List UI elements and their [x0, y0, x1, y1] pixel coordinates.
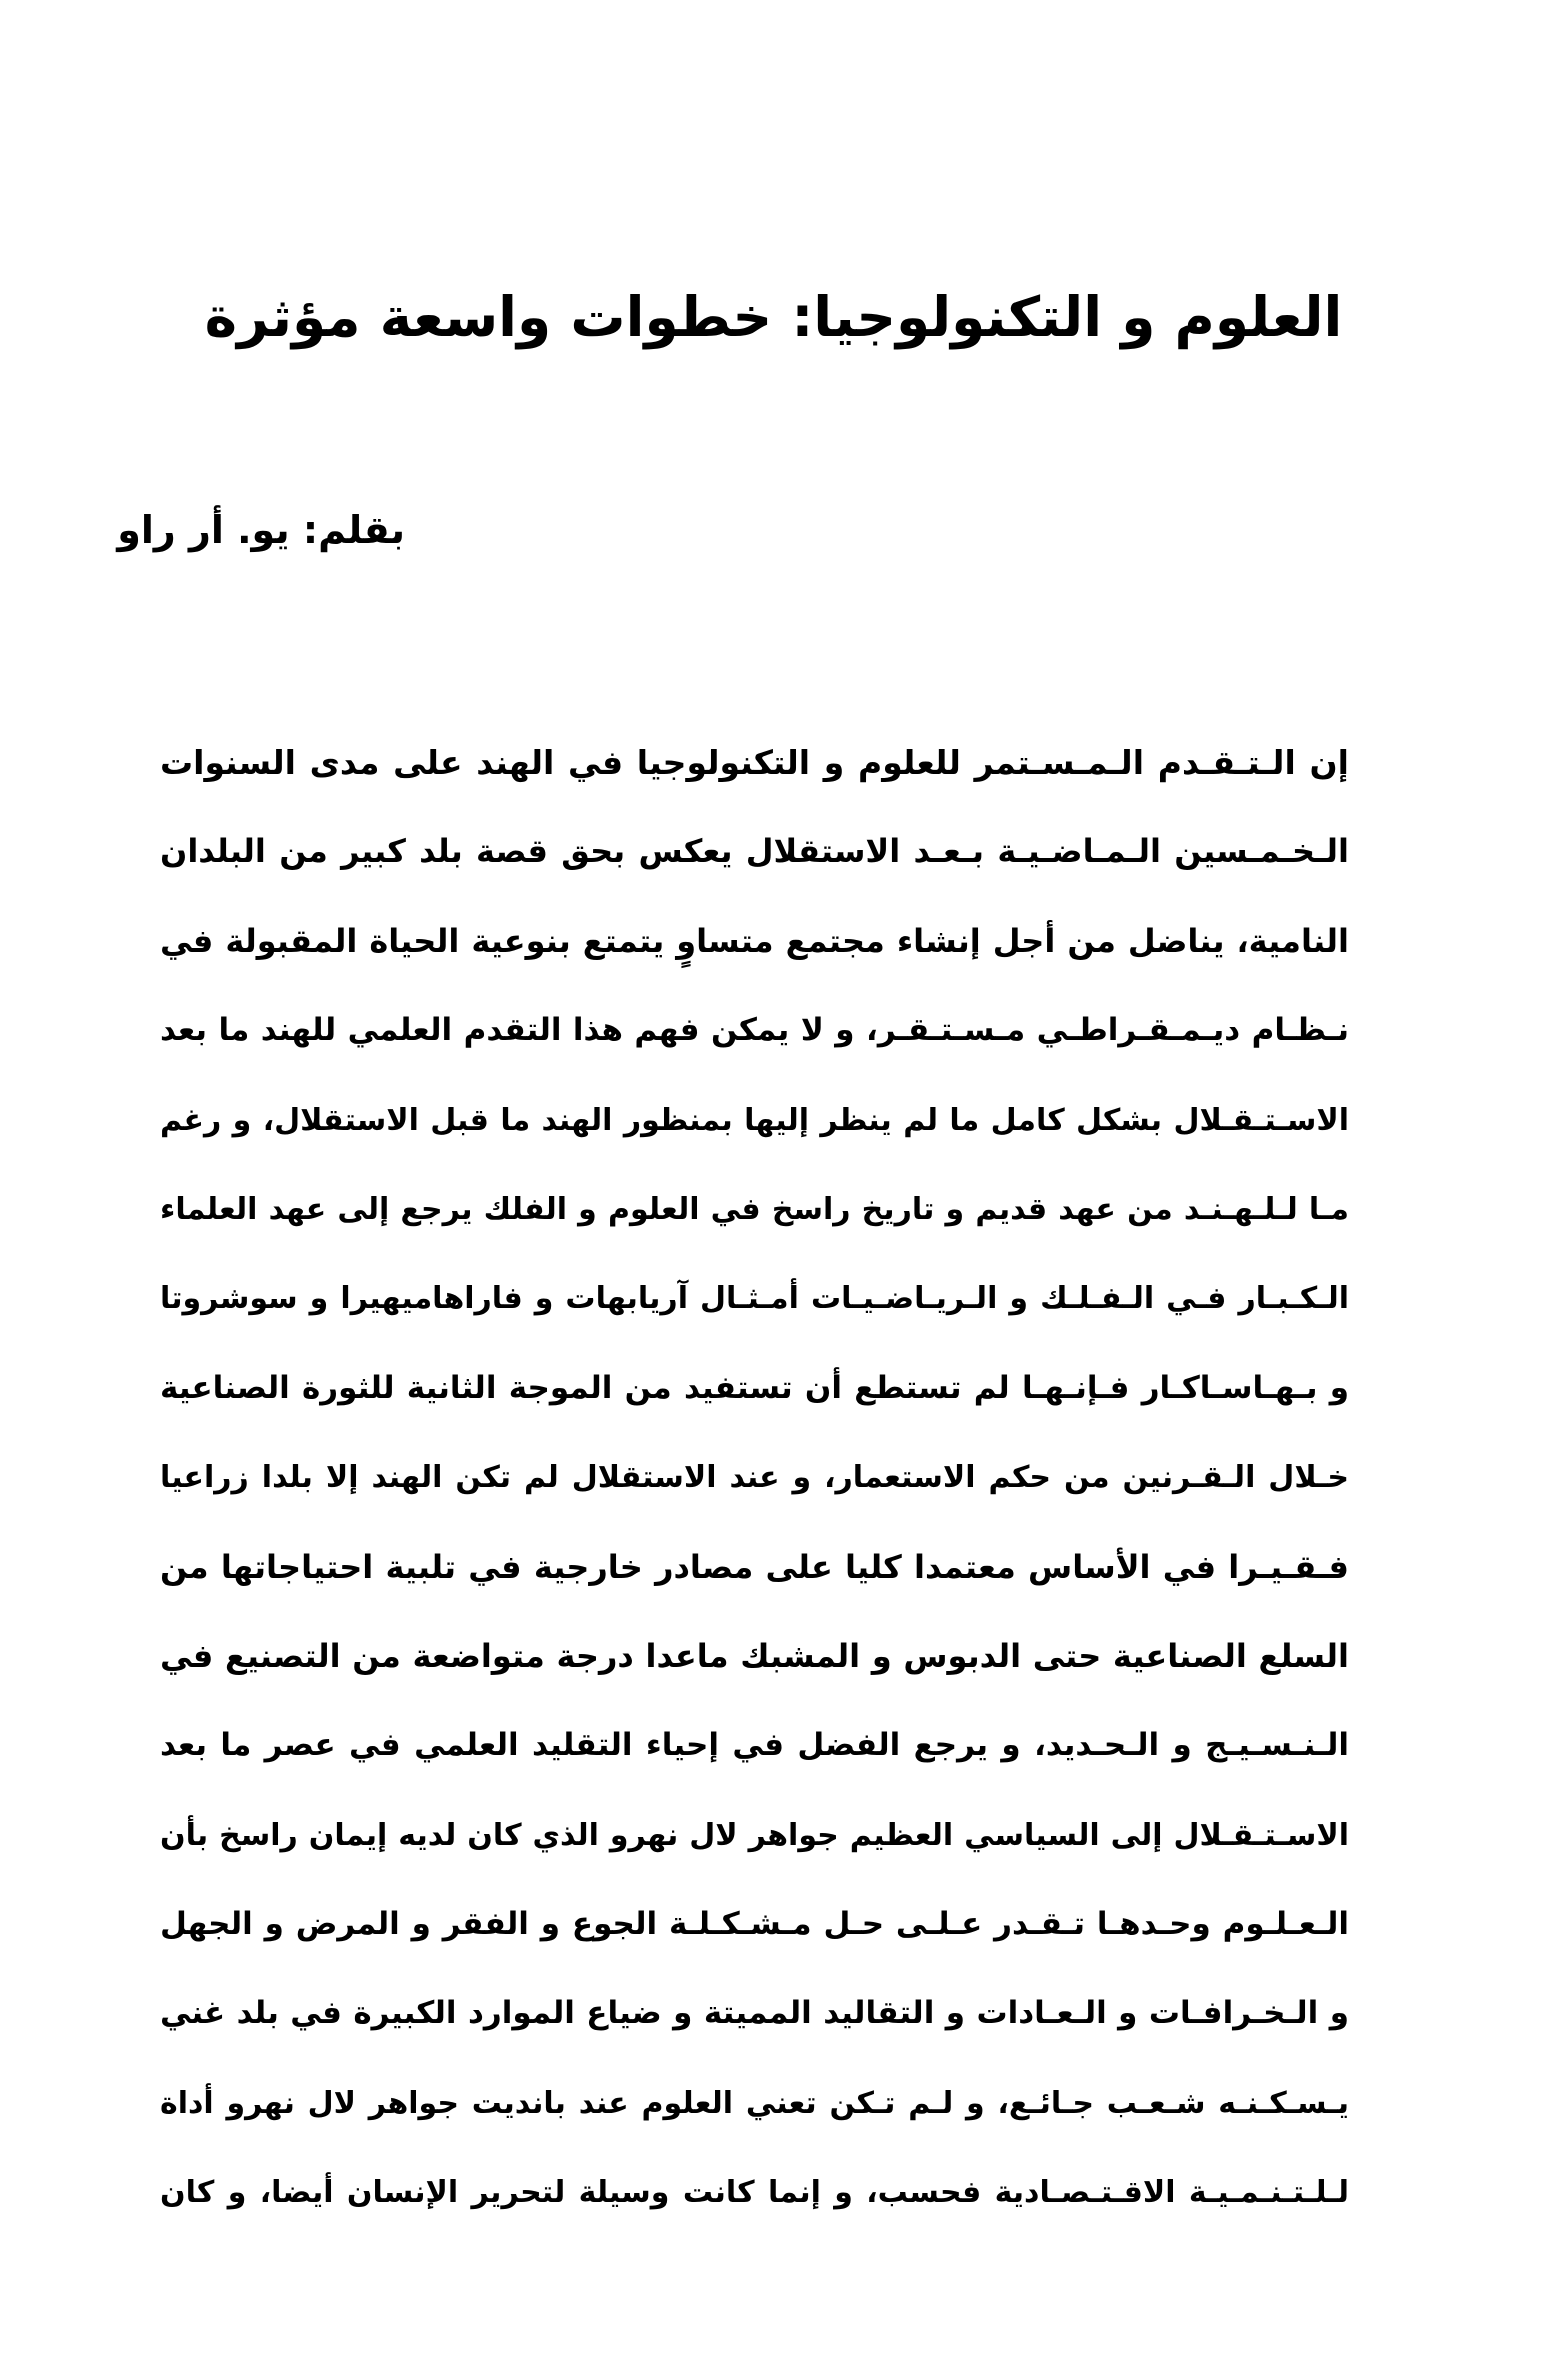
body-line: فـقـيـرا في الأساس معتمدا كليا على مصادر خارجية في تلبية احتياجاتها من	[160, 1547, 1349, 1586]
body-line: الاسـتـقـلال إلى السياسي العظيم جواهر لال نهرو الذي كان لديه إيمان راسخ بأن	[160, 1817, 1349, 1853]
article-byline: بقلم: يو. أر راو	[117, 508, 405, 552]
body-line: لـلـتـنـمـيـة الاقـتـصـادية فحسب، و إنما كانت وسيلة لتحرير الإنسان أيضا، و كان	[160, 2175, 1349, 2211]
body-line: إن الـتـقـدم الـمـسـتمر للعلوم و التكنولوجيا في الهند على مدى السنوات	[160, 743, 1349, 782]
body-line: مـا لـلـهـنـد من عهد قديم و تاريخ راسخ في العلوم و الفلك يرجع إلى عهد العلماء	[160, 1191, 1349, 1227]
body-line: و الـخـرافـات و الـعـادات و التقاليد المميتة و ضياع الموارد الكبيرة في بلد غني	[160, 1995, 1349, 2032]
body-line: خـلال الـقـرنين من حكم الاستعمار، و عند الاستقلال لم تكن الهند إلا بلدا زراعيا	[160, 1460, 1349, 1496]
body-line: يـسـكـنـه شـعـب جـائـع، و لـم تـكن تعني العلوم عند بانديت جواهر لال نهرو أداة	[160, 2085, 1349, 2121]
body-line: الـنـسـيـج و الـحـديد، و يرجع الفضل في إحياء التقليد العلمي في عصر ما بعد	[160, 1727, 1349, 1764]
body-line: الاسـتـقـلال بشكل كامل ما لم ينظر إليها بمنظور الهند ما قبل الاستقلال، و رغم	[160, 1102, 1349, 1138]
body-line: الـعـلـوم وحـدهـا تـقـدر عـلـى حـل مـشـكـلـة الجوع و الفقر و المرض و الجهل	[160, 1906, 1349, 1943]
body-line: نـظـام ديـمـقـراطـي مـسـتـقـر، و لا يمكن فهم هذا التقدم العلمي للهند ما بعد	[160, 1012, 1349, 1049]
body-line: الـكـبـار فـي الـفـلـك و الـريـاضـيـات أمـثـال آريابهات و فاراهاميهيرا و سوشروتا	[160, 1281, 1349, 1317]
body-line: الـخـمـسين الـمـاضـيـة بـعـد الاستقلال يعكس بحق قصة بلد كبير من البلدان	[160, 832, 1349, 871]
body-line: السلع الصناعية حتى الدبوس و المشبك ماعدا درجة متواضعة من التصنيع في	[160, 1636, 1349, 1675]
body-line: النامية، يناضل من أجل إنشاء مجتمع متساوٍ يتمتع بنوعية الحياة المقبولة في	[160, 921, 1349, 960]
body-line: و بـهـاسـاكـار فـإنـهـا لم تستطع أن تستفيد من الموجة الثانية للثورة الصناعية	[160, 1369, 1349, 1406]
article-title: العلوم و التكنولوجيا: خطوات واسعة مؤثرة	[204, 285, 1343, 349]
article-body	[160, 718, 1349, 2238]
